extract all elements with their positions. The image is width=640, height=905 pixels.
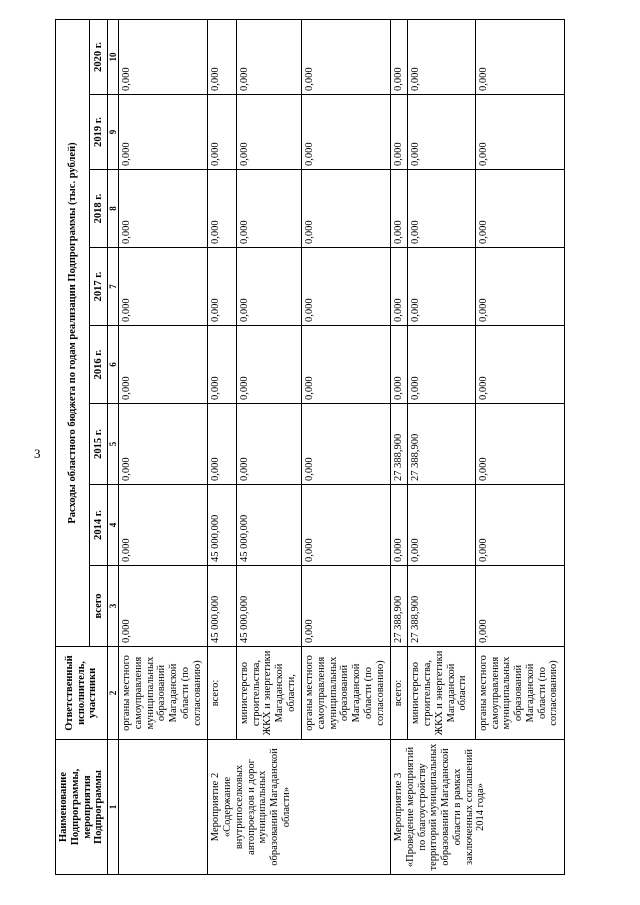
cell-value: 0,000 — [119, 404, 208, 485]
row-executor: министерство строительства, ЖКХ и энергетики Магаданской области — [408, 647, 475, 740]
table-row — [119, 20, 208, 875]
cell-value: 0,000 — [475, 326, 564, 404]
row-name: Мероприятие 2 «Содержание внутрипоселковых автопроездов и дорог муниципальных образований Магаданской области» — [208, 740, 391, 875]
cell-value: 0,000 — [119, 95, 208, 170]
column-number: 4 — [108, 485, 119, 566]
column-number: 10 — [108, 20, 119, 95]
rotated-table-wrapper — [55, 20, 565, 875]
table-row — [208, 20, 237, 875]
cell-value: 0,000 — [302, 95, 391, 170]
cell-value: 0,000 — [475, 20, 564, 95]
cell-value: 0,000 — [208, 248, 237, 326]
cell-value: 45 000,000 — [208, 566, 237, 647]
cell-value: 0,000 — [391, 95, 408, 170]
cell-value: 0,000 — [119, 566, 208, 647]
cell-value: 0,000 — [475, 248, 564, 326]
cell-value: 27 388,900 — [391, 566, 408, 647]
cell-value: 0,000 — [302, 404, 391, 485]
header-name: Наименование Подпрограммы, мероприятия Подпрограммы — [56, 740, 108, 875]
column-number: 6 — [108, 326, 119, 404]
cell-value: 0,000 — [391, 326, 408, 404]
cell-value: 0,000 — [119, 20, 208, 95]
header-budget: Расходы областного бюджета по годам реализации Подпрограммы (тыс. рублей) — [56, 20, 90, 647]
cell-value: 0,000 — [119, 485, 208, 566]
header-year: 2015 г. — [90, 404, 108, 485]
budget-table — [55, 19, 565, 875]
column-number: 9 — [108, 95, 119, 170]
cell-value: 0,000 — [475, 95, 564, 170]
cell-value: 0,000 — [208, 404, 237, 485]
cell-value: 0,000 — [302, 566, 391, 647]
row-executor: министерство строительства, ЖКХ и энергетики Магаданской области, — [236, 647, 301, 740]
cell-value: 0,000 — [208, 20, 237, 95]
cell-value: 0,000 — [236, 170, 301, 248]
cell-value: 0,000 — [236, 248, 301, 326]
cell-value: 0,000 — [408, 95, 475, 170]
page-number: 3 — [34, 446, 41, 461]
cell-value: 0,000 — [475, 404, 564, 485]
cell-value: 45 000,000 — [208, 485, 237, 566]
header-year: 2020 г. — [90, 20, 108, 95]
cell-value: 0,000 — [408, 170, 475, 248]
cell-value: 0,000 — [475, 485, 564, 566]
header-year: 2016 г. — [90, 326, 108, 404]
cell-value: 0,000 — [391, 485, 408, 566]
cell-value: 0,000 — [302, 20, 391, 95]
cell-value: 0,000 — [391, 248, 408, 326]
cell-value: 0,000 — [208, 95, 237, 170]
cell-value: 27 388,900 — [391, 404, 408, 485]
cell-value: 0,000 — [119, 326, 208, 404]
row-executor: органы местного самоуправления муниципальных образований Магаданской области (по согласованию) — [475, 647, 564, 740]
column-number: 8 — [108, 170, 119, 248]
cell-value: 27 388,900 — [408, 404, 475, 485]
cell-value: 0,000 — [236, 20, 301, 95]
row-executor: всего: — [208, 647, 237, 740]
cell-value: 0,000 — [302, 485, 391, 566]
cell-value: 0,000 — [475, 566, 564, 647]
column-number: 1 — [108, 740, 119, 875]
cell-value: 27 388,900 — [408, 566, 475, 647]
cell-value: 0,000 — [236, 95, 301, 170]
cell-value: 0,000 — [119, 248, 208, 326]
cell-value: 45 000,000 — [236, 485, 301, 566]
cell-value: 0,000 — [408, 20, 475, 95]
cell-value: 0,000 — [408, 326, 475, 404]
row-executor: органы местного самоуправления муниципальных образований Магаданской области (по согласованию) — [302, 647, 391, 740]
row-name: Мероприятие 3 «Проведение мероприятий по благоустройству территорий муниципальных образований Магаданской области в рамках заключенных соглашений 2014 года» — [391, 740, 565, 875]
column-number: 2 — [108, 647, 119, 740]
header-executor: Ответственный исполнитель, участники — [56, 647, 108, 740]
column-number: 3 — [108, 566, 119, 647]
table-row — [391, 20, 408, 875]
row-name — [119, 740, 208, 875]
cell-value: 0,000 — [208, 170, 237, 248]
cell-value: 0,000 — [302, 248, 391, 326]
cell-value: 0,000 — [475, 170, 564, 248]
header-year: всего — [90, 566, 108, 647]
cell-value: 0,000 — [302, 170, 391, 248]
cell-value: 0,000 — [408, 248, 475, 326]
cell-value: 0,000 — [208, 326, 237, 404]
cell-value: 0,000 — [408, 485, 475, 566]
header-year: 2018 г. — [90, 170, 108, 248]
column-number: 5 — [108, 404, 119, 485]
cell-value: 0,000 — [236, 404, 301, 485]
header-year: 2017 г. — [90, 248, 108, 326]
cell-value: 45 000,000 — [236, 566, 301, 647]
cell-value: 0,000 — [302, 326, 391, 404]
cell-value: 0,000 — [236, 326, 301, 404]
cell-value: 0,000 — [391, 20, 408, 95]
cell-value: 0,000 — [391, 170, 408, 248]
cell-value: 0,000 — [119, 170, 208, 248]
header-year: 2019 г. — [90, 95, 108, 170]
row-executor: органы местного самоуправления муниципальных образований Магаданской области (по согласованию) — [119, 647, 208, 740]
row-executor: всего: — [391, 647, 408, 740]
column-number: 7 — [108, 248, 119, 326]
header-year: 2014 г. — [90, 485, 108, 566]
